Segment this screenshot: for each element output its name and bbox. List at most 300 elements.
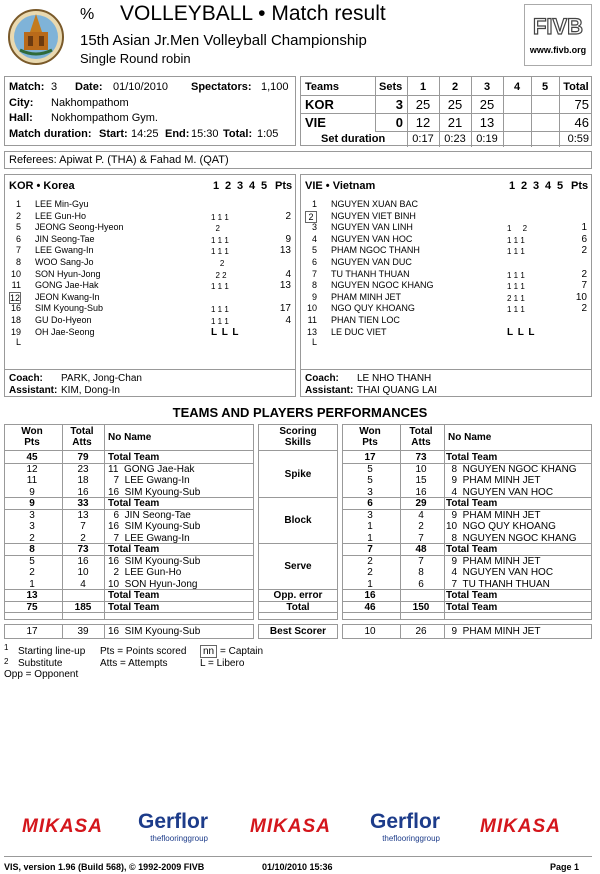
match-info-box: [4, 76, 296, 146]
best-scorer-pts: 17: [26, 626, 38, 637]
team-a-set2: 25: [447, 97, 463, 112]
date-label: Date:: [75, 81, 103, 93]
set4-header: 4: [513, 81, 521, 93]
total-row-won: 75: [26, 601, 38, 613]
player-name: NGO QUY KHOANG: [331, 303, 415, 314]
total-atts-cell: 10: [415, 463, 427, 475]
player-cell: 4 NGUYEN VAN HOC: [446, 486, 554, 498]
match-date: 01/10/2010: [113, 81, 169, 93]
skill-spike: Spike: [284, 469, 312, 481]
table-rule: [258, 543, 338, 544]
total-atts-cell: 15: [415, 475, 427, 486]
legend-opp: Opp = Opponent: [4, 669, 79, 680]
table-rule: [4, 555, 254, 556]
gerflor-word: Gerflor: [370, 810, 441, 833]
team-a-sets: 3: [395, 97, 403, 112]
player-number: 5: [311, 245, 317, 256]
total-atts-header-a2: Atts: [72, 437, 92, 448]
table-rule: [258, 450, 338, 451]
set2-header: 2: [451, 81, 459, 93]
performances-title: TEAMS AND PLAYERS PERFORMANCES: [172, 405, 428, 420]
player-row: [5, 211, 295, 222]
player-name: SIM Kyoung-Sub: [35, 303, 104, 314]
mikasa-logo: MIKASA: [480, 816, 561, 837]
player-cell: 16 SIM Kyoung-Sub: [108, 555, 201, 567]
player-number: 11: [11, 280, 21, 291]
won-pts-cell: 45: [26, 452, 38, 463]
player-sets: 1 1 1: [507, 235, 525, 245]
table-rule: [4, 509, 254, 510]
player-points: 9: [285, 233, 291, 245]
city-name: Nakhompathom: [51, 97, 129, 109]
player-cell: 6 JIN Seong-Tae: [108, 509, 191, 521]
player-number: 19 L: [10, 326, 21, 347]
won-pts-header-b2: Pts: [362, 437, 378, 448]
player-cell: 7 TU THANH THUAN: [446, 578, 550, 590]
spectators-label: Spectators:: [191, 81, 252, 93]
table-rule: [104, 424, 105, 620]
won-pts-cell: 3: [367, 486, 373, 498]
total-atts-cell: 7: [418, 555, 424, 567]
set3-col: 3: [237, 180, 244, 192]
player-cell: 9 PHAM MINH JET: [446, 509, 541, 521]
set3-header: 3: [483, 81, 491, 93]
start-time: 14:25: [131, 128, 159, 140]
total-atts-cell: 4: [80, 578, 86, 590]
total-set-duration: 0:59: [567, 133, 589, 145]
table-rule: [4, 612, 254, 613]
won-pts-cell: 9: [29, 486, 35, 498]
won-pts-cell: 5: [29, 555, 35, 567]
set2-duration: 0:23: [444, 133, 466, 145]
total-atts-cell: 13: [77, 509, 89, 521]
player-cell: 11 GONG Jae-Hak: [108, 463, 195, 475]
total-atts-header-a: Total: [70, 426, 94, 437]
match-number: 3: [51, 81, 58, 93]
player-number: 11: [307, 315, 317, 325]
player-name: PHAN TIEN LOC: [331, 315, 400, 325]
won-pts-cell: 3: [29, 521, 35, 532]
legend-captain-key: nn: [200, 645, 217, 658]
table-rule: [342, 450, 592, 451]
won-pts-cell: 2: [29, 567, 35, 578]
player-points: 6: [581, 233, 587, 245]
team-a-set1: 25: [415, 97, 431, 112]
set5-col: 5: [557, 180, 564, 192]
player-number: 2: [305, 211, 317, 223]
won-pts-cell: 6: [367, 498, 373, 509]
set4-col: 4: [545, 180, 552, 192]
player-cell: 9 PHAM MINH JET: [446, 555, 541, 567]
player-row: [301, 211, 591, 222]
player-number: 7: [15, 245, 21, 256]
player-sets: 1 1 1: [507, 247, 525, 257]
player-name: LE DUC VIET: [331, 326, 387, 337]
no-name-header-a: No Name: [108, 432, 152, 443]
player-name: PHAM NGOC THANH: [331, 245, 420, 256]
player-number: 8: [15, 257, 21, 267]
player-number: 7: [311, 268, 317, 279]
set1-duration: 0:17: [412, 133, 434, 145]
player-name: PHAM MINH JET: [331, 291, 402, 302]
pts-col: Pts: [571, 180, 589, 192]
player-number: 12: [10, 292, 21, 303]
score-box: [300, 76, 592, 146]
won-pts-cell: 11: [26, 475, 38, 486]
player-name: JIN Seong-Tae: [35, 233, 95, 244]
referees-box: [4, 151, 592, 169]
round-name: Single Round robin: [80, 51, 191, 66]
city-label: City:: [9, 97, 34, 109]
won-pts-cell: 3: [367, 509, 373, 521]
team-a-coach: PARK, Jong-Chan: [61, 373, 142, 384]
opp-error-row-label: Total Team: [108, 590, 160, 601]
svg-text:FIVB: FIVB: [532, 14, 584, 39]
player-row: [301, 245, 591, 256]
player-points: 10: [575, 291, 587, 303]
table-rule: [104, 624, 105, 639]
player-cell: 8 NGUYEN NGOC KHANG: [446, 532, 577, 544]
total-atts-cell: 23: [77, 463, 89, 475]
total-row-label: Total Team: [108, 601, 160, 613]
player-cell: Total Team: [108, 498, 160, 509]
total-row-atts: 185: [74, 601, 92, 613]
player-sets: 1 1 1: [211, 282, 229, 292]
table-rule: [62, 424, 63, 620]
player-number: 4: [311, 233, 317, 244]
skill-block: Block: [284, 515, 312, 527]
gerflor-tagline: theflooringgroup: [382, 834, 441, 843]
player-sets: 2 1 1: [507, 293, 525, 303]
table-rule: [342, 509, 592, 510]
player-name: OH Jae-Seong: [35, 326, 95, 337]
player-sets: 1 1 1: [211, 247, 229, 257]
duration-label: Match duration:: [9, 128, 92, 140]
player-row: [301, 234, 591, 245]
table-rule: [444, 624, 445, 639]
total-atts-cell: 16: [77, 555, 89, 567]
player-name: GONG Jae-Hak: [35, 280, 99, 291]
team-b-roster: [300, 174, 592, 397]
table-rule: [4, 450, 254, 451]
total-atts-cell: 33: [77, 498, 89, 509]
legend-starting: Starting line-up: [18, 646, 86, 657]
team-b-assistant: THAI QUANG LAI: [357, 385, 438, 396]
total-duration: 1:05: [257, 128, 279, 140]
team-a-total: 75: [574, 97, 589, 112]
gerflor-logo: [138, 810, 208, 843]
opp-error-row-label: Total Team: [446, 590, 498, 601]
player-row: [301, 326, 591, 347]
best-scorer-name: 9 PHAM MINH JET: [446, 626, 541, 637]
legend-substitute: Substitute: [18, 658, 63, 669]
player-row: [301, 280, 591, 291]
total-header: Total: [563, 81, 589, 93]
player-name: SON Hyun-Jong: [35, 268, 101, 279]
player-points: 2: [581, 268, 587, 280]
opp-error-row-skill: Opp. error: [273, 590, 323, 601]
player-row: [5, 245, 295, 256]
player-sets: L L L: [211, 326, 240, 338]
won-pts-cell: 12: [26, 463, 38, 475]
player-name: NGUYEN VIET BINH: [331, 210, 416, 221]
player-number: 10: [10, 268, 21, 279]
player-cell: 7 LEE Gwang-In: [108, 532, 190, 544]
total-atts-cell: 48: [415, 544, 427, 555]
player-number: 10: [306, 303, 317, 314]
set5-header: 5: [541, 81, 549, 93]
table-rule: [444, 424, 445, 620]
player-number: 6: [15, 233, 21, 244]
set3-duration: 0:19: [476, 133, 498, 145]
set2-col: 2: [225, 180, 232, 192]
volleyball-icon: %: [80, 6, 95, 23]
team-b-sets: 0: [395, 115, 403, 130]
player-name: NGUYEN NGOC KHANG: [331, 280, 434, 291]
best-scorer-label: Best Scorer: [269, 626, 327, 637]
total-atts-cell: 4: [418, 509, 424, 521]
won-pts-cell: 1: [367, 532, 373, 544]
pts-col: Pts: [275, 180, 293, 192]
player-name: NGUYEN VAN HOC: [331, 233, 413, 244]
team-a-assistant: KIM, Dong-In: [61, 385, 120, 396]
won-pts-cell: 5: [367, 475, 373, 486]
player-cell: Total Team: [446, 452, 498, 463]
player-name: WOO Sang-Jo: [35, 257, 94, 267]
player-row: [5, 257, 295, 268]
hall-name: Nokhompathom Gym.: [51, 112, 158, 124]
player-number: 9: [311, 291, 317, 302]
opp-error-row-won: 13: [26, 590, 38, 601]
player-row: [5, 280, 295, 291]
player-name: NGUYEN XUAN BAC: [331, 199, 419, 209]
won-pts-header-a: Won: [21, 426, 43, 437]
team-b-code: VIE: [305, 115, 326, 130]
set1-header: 1: [419, 81, 427, 93]
player-points: 1: [581, 222, 587, 234]
player-name: LEE Gun-Ho: [35, 210, 87, 221]
player-cell: 10 SON Hyun-Jong: [108, 578, 198, 590]
gerflor-tagline: theflooringgroup: [150, 834, 209, 843]
player-number: 1: [15, 199, 21, 209]
player-points: 2: [581, 303, 587, 315]
gerflor-word: Gerflor: [138, 810, 209, 833]
total-atts-cell: 2: [80, 532, 86, 544]
championship-name: 15th Asian Jr.Men Volleyball Championship: [80, 32, 367, 49]
table-rule: [258, 612, 338, 613]
total-atts-cell: 79: [77, 452, 89, 463]
table-rule: [258, 497, 338, 498]
player-points: 13: [279, 280, 291, 292]
won-pts-cell: 17: [364, 452, 376, 463]
player-points: 17: [279, 303, 291, 315]
player-sets: 1 1 1: [211, 235, 229, 245]
total-row-skill: Total: [286, 601, 310, 613]
total-atts-cell: 16: [415, 486, 427, 498]
player-row: [5, 199, 295, 210]
player-cell: 4 NGUYEN VAN HOC: [446, 567, 554, 578]
player-cell: 8 NGUYEN NGOC KHANG: [446, 463, 577, 475]
total-atts-cell: 16: [77, 486, 89, 498]
player-number: 3: [311, 222, 317, 233]
player-cell: 10 NGO QUY KHOANG: [446, 521, 556, 532]
player-points: 7: [581, 280, 587, 292]
match-label: Match:: [9, 81, 45, 93]
total-label: Total:: [223, 128, 253, 140]
player-row: [301, 315, 591, 326]
best-scorer-atts: 26: [415, 626, 427, 637]
fivb-logo-box: [524, 4, 592, 66]
fivb-logo-icon: [529, 13, 587, 39]
player-points: 4: [285, 315, 291, 326]
total-atts-cell: 18: [77, 475, 89, 486]
team-b-coach: LE NHO THANH: [357, 373, 432, 384]
gerflor-logo: [370, 810, 440, 843]
spectators-count: 1,100: [261, 81, 289, 93]
player-number: 5: [15, 222, 21, 233]
set1-col: 1: [213, 180, 220, 192]
footer-version: VIS, version 1.96 (Build 568), © 1992-2009 FIVB: [4, 862, 205, 872]
player-name: GU Do-Hyeon: [35, 315, 92, 325]
total-atts-header-b2: Atts: [411, 437, 431, 448]
total-atts-cell: 6: [418, 578, 424, 590]
player-sets: 1 1 1: [507, 305, 525, 315]
set3-col: 3: [533, 180, 540, 192]
total-atts-cell: 7: [80, 521, 86, 532]
championship-emblem-icon: [8, 6, 64, 68]
player-sets: 1 1 1: [211, 305, 229, 315]
team-b-assistant-label: Assistant:: [305, 385, 354, 396]
set1-col: 1: [509, 180, 516, 192]
player-points: 2: [581, 245, 587, 257]
player-name: LEE Gwang-In: [35, 245, 94, 256]
player-sets: 2 2: [211, 270, 227, 280]
player-number: 8: [311, 280, 317, 291]
legend-key-1: 1: [4, 643, 9, 652]
set2-col: 2: [521, 180, 528, 192]
team-b-total: 46: [574, 115, 589, 130]
player-sets: 1 1 1: [507, 282, 525, 292]
player-name: NGUYEN VAN DUC: [331, 257, 412, 267]
player-number: 6: [311, 257, 317, 267]
player-number: 1: [311, 199, 317, 209]
player-sets: L L L: [507, 326, 536, 338]
player-sets: 1 1 1: [211, 317, 229, 326]
team-b-name: VIE • Vietnam: [305, 180, 376, 192]
won-pts-cell: 8: [29, 544, 35, 555]
skills-header2: Skills: [284, 437, 312, 448]
player-cell: Total Team: [108, 452, 160, 463]
player-name: LEE Min-Gyu: [35, 199, 89, 209]
total-row-atts: 150: [412, 601, 430, 613]
player-cell: 16 SIM Kyoung-Sub: [108, 486, 201, 498]
set-duration-label: Set duration: [321, 133, 386, 145]
player-number: 13 L: [306, 326, 317, 347]
player-name: TU THANH THUAN: [331, 268, 410, 279]
skill-serve: Serve: [284, 561, 312, 573]
hall-label: Hall:: [9, 112, 33, 124]
footer-datetime: 01/10/2010 15:36: [262, 862, 333, 872]
player-number: 16: [10, 303, 21, 314]
won-pts-cell: 2: [29, 532, 35, 544]
player-points: 2: [285, 210, 291, 222]
no-name-header-b: No Name: [448, 432, 492, 443]
player-row: [5, 326, 295, 347]
total-atts-cell: 29: [415, 498, 427, 509]
player-sets: 2: [211, 224, 220, 234]
page-title: VOLLEYBALL • Match result: [120, 2, 386, 25]
best-scorer-pts: 10: [364, 626, 376, 637]
total-atts-cell: 8: [418, 567, 424, 578]
table-rule: [400, 424, 401, 620]
player-cell: Total Team: [446, 544, 498, 555]
total-atts-cell: 7: [418, 532, 424, 544]
won-pts-cell: 5: [367, 463, 373, 475]
total-atts-cell: 2: [418, 521, 424, 532]
player-sets: 1 1 1: [507, 270, 525, 280]
player-cell: 7 LEE Gwang-In: [108, 475, 190, 486]
player-name: NGUYEN VAN LINH: [331, 222, 413, 233]
player-row: [301, 269, 591, 280]
table-rule: [342, 612, 592, 613]
player-row: [301, 257, 591, 268]
mikasa-logo: MIKASA: [250, 816, 331, 837]
player-cell: Total Team: [108, 544, 160, 555]
mikasa-logo: MIKASA: [22, 816, 103, 837]
best-scorer-name: 16 SIM Kyoung-Sub: [108, 626, 201, 637]
total-row-label: Total Team: [446, 601, 498, 613]
won-pts-header-b: Won: [359, 426, 381, 437]
table-rule: [4, 463, 254, 464]
set5-col: 5: [261, 180, 268, 192]
player-cell: 2 LEE Gun-Ho: [108, 567, 182, 578]
player-name: JEONG Seong-Hyeon: [35, 222, 124, 233]
fivb-url[interactable]: www.fivb.org: [529, 45, 587, 55]
player-sets: 1 2: [507, 224, 528, 234]
total-atts-cell: 73: [77, 544, 89, 555]
total-atts-cell: 10: [77, 567, 89, 578]
won-pts-cell: 2: [367, 567, 373, 578]
player-row: [5, 292, 295, 303]
won-pts-cell: 7: [367, 544, 373, 555]
won-pts-cell: 1: [367, 578, 373, 590]
referees-text: Referees: Apiwat P. (THA) & Fahad M. (QAT): [9, 154, 229, 166]
player-row: [5, 269, 295, 280]
player-row: [5, 234, 295, 245]
player-row: [5, 315, 295, 326]
legend-captain: = Captain: [220, 646, 264, 657]
team-b-coach-label: Coach:: [305, 373, 339, 384]
total-atts-header-b: Total: [409, 426, 433, 437]
team-b-set2: 21: [447, 115, 463, 130]
teams-header: Teams: [305, 81, 340, 93]
player-row: [301, 199, 591, 210]
best-scorer-atts: 39: [77, 626, 89, 637]
player-number: 2: [15, 210, 21, 221]
total-atts-cell: 73: [415, 452, 427, 463]
player-number: 18: [10, 315, 21, 325]
end-label: End:: [165, 128, 190, 140]
player-sets: 1 1 1: [211, 212, 229, 222]
player-sets: 2: [211, 259, 225, 268]
team-a-roster: [4, 174, 296, 397]
won-pts-cell: 3: [29, 509, 35, 521]
legend-key-2: 2: [4, 657, 9, 666]
start-label: Start:: [99, 128, 128, 140]
player-cell: Total Team: [446, 498, 498, 509]
legend-pts: Pts = Points scored: [100, 646, 187, 657]
team-a-coach-label: Coach:: [9, 373, 43, 384]
